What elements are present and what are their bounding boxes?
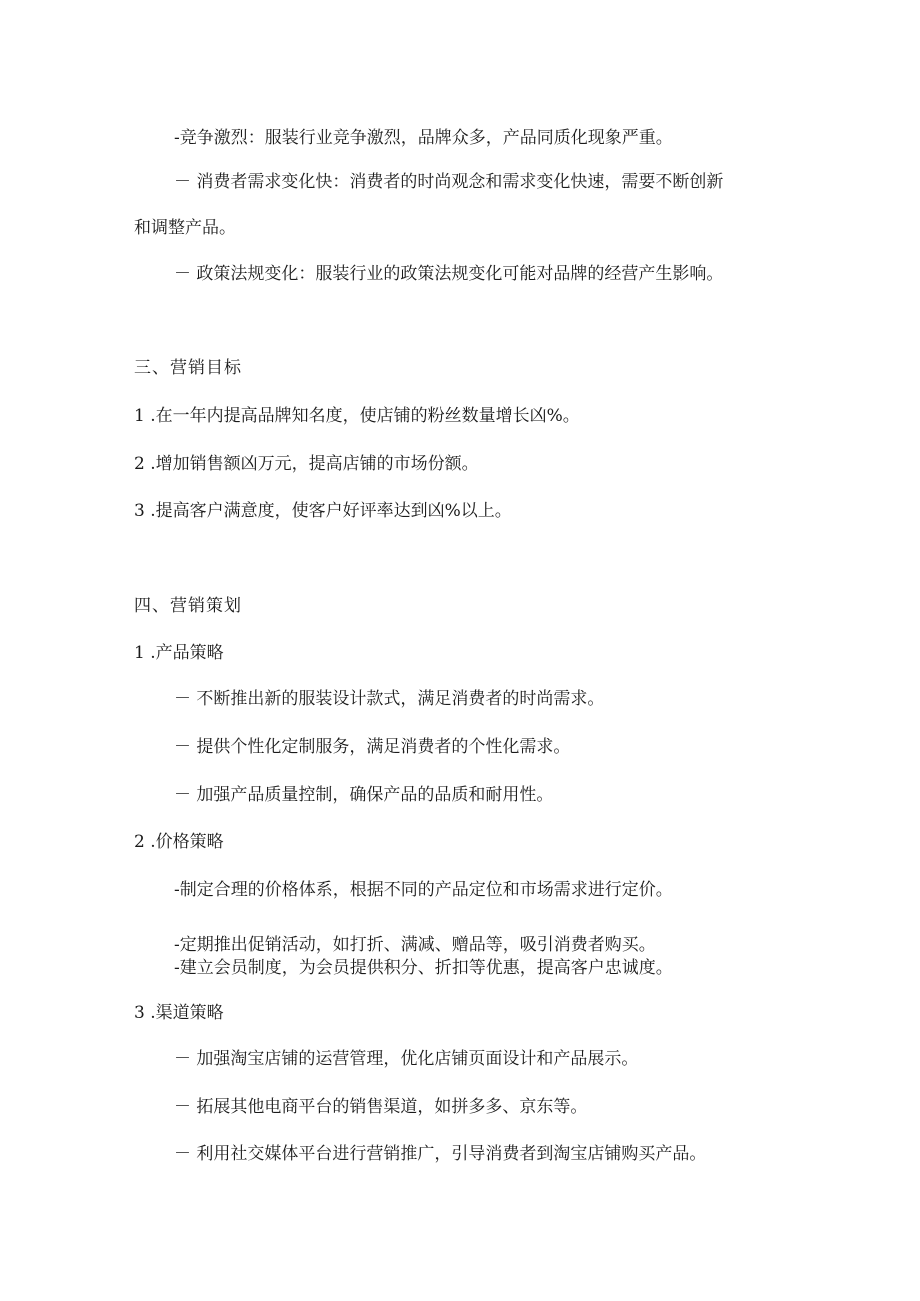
- product-strategy-item: － 提供个性化定制服务，满足消费者的个性化需求。: [174, 737, 571, 757]
- goal-item: 1 .在一年内提高品牌知名度，使店铺的粉丝数量增长凶%。: [134, 406, 580, 426]
- goal-item: 3 .提高客户满意度，使客户好评率达到凶%以上。: [134, 501, 512, 521]
- price-strategy-item: -定期推出促销活动，如打折、满减、赠品等，吸引消费者购买。: [174, 935, 656, 955]
- channel-strategy-item: － 拓展其他电商平台的销售渠道，如拼多多、京东等。: [174, 1097, 588, 1117]
- channel-strategy-heading: 3 .渠道策略: [134, 1003, 224, 1023]
- section-3-heading: 三、营销目标: [134, 358, 242, 378]
- product-strategy-item: － 加强产品质量控制，确保产品的品质和耐用性。: [174, 785, 554, 805]
- channel-strategy-item: － 利用社交媒体平台进行营销推广，引导消费者到淘宝店铺购买产品。: [174, 1144, 707, 1164]
- product-strategy-item: － 不断推出新的服装设计款式，满足消费者的时尚需求。: [174, 689, 605, 709]
- goal-item: 2 .增加销售额凶万元，提高店铺的市场份额。: [134, 454, 479, 474]
- section-4-heading: 四、营销策划: [134, 596, 242, 616]
- channel-strategy-item: － 加强淘宝店铺的运营管理，优化店铺页面设计和产品展示。: [174, 1049, 639, 1069]
- risk-consumer-change: － 消费者需求变化快：消费者的时尚观念和需求变化快速，需要不断创新: [174, 172, 724, 192]
- price-strategy-heading: 2 .价格策略: [134, 832, 224, 852]
- risk-competition: -竞争激烈：服装行业竞争激烈，品牌众多，产品同质化现象严重。: [174, 128, 673, 148]
- product-strategy-heading: 1 .产品策略: [134, 643, 224, 663]
- price-strategy-item: -制定合理的价格体系，根据不同的产品定位和市场需求进行定价。: [174, 880, 673, 900]
- price-strategy-item: -建立会员制度，为会员提供积分、折扣等优惠，提高客户忠诚度。: [174, 958, 673, 978]
- risk-consumer-change-cont: 和调整产品。: [134, 218, 236, 238]
- risk-policy-change: － 政策法规变化：服装行业的政策法规变化可能对品牌的经营产生影响。: [174, 264, 724, 284]
